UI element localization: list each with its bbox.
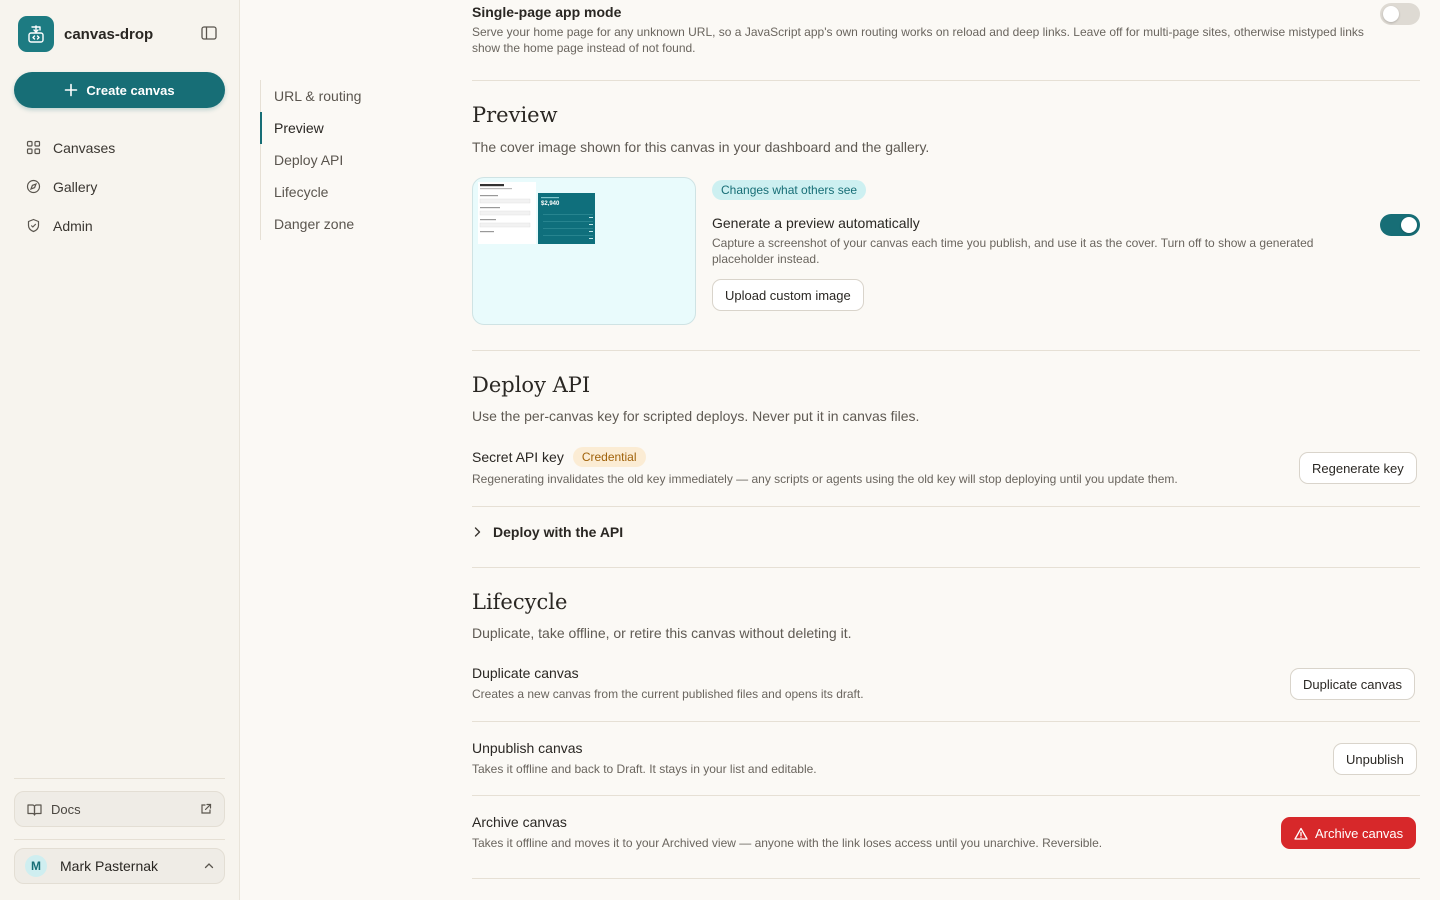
changes-badge: Changes what others see [712, 180, 866, 200]
sidebar-item-canvases[interactable] [14, 128, 225, 167]
lifecycle-heading: Lifecycle [472, 590, 568, 614]
divider [472, 80, 1420, 81]
preview-thumbnail [472, 177, 696, 325]
unpublish-button[interactable]: Unpublish [1333, 743, 1417, 775]
external-link-icon [200, 803, 212, 815]
sidebar-nav [14, 128, 225, 245]
auto-preview-title: Generate a preview automatically [712, 215, 920, 231]
api-key-title: Secret API key [472, 449, 564, 465]
create-canvas-button[interactable] [14, 72, 225, 108]
warning-icon [1294, 827, 1308, 840]
sidebar-item-gallery[interactable] [14, 167, 225, 206]
deploy-with-api-label: Deploy with the API [493, 524, 624, 540]
chevron-up-icon [204, 862, 214, 869]
toggle-knob [1383, 6, 1399, 22]
divider [472, 350, 1420, 351]
unpublish-canvas-title: Unpublish canvas [472, 740, 583, 756]
regenerate-key-button[interactable]: Regenerate key [1299, 452, 1417, 484]
sidebar-item-label: Admin [53, 217, 93, 234]
docs-link[interactable] [14, 791, 225, 827]
duplicate-canvas-button[interactable]: Duplicate canvas [1290, 668, 1415, 700]
divider [472, 878, 1420, 879]
section-nav-lifecycle[interactable]: Lifecycle [274, 184, 329, 200]
toggle-knob [1401, 217, 1417, 233]
user-name: Mark Pasternak [60, 858, 159, 874]
sidebar-item-label: Canvases [53, 139, 116, 156]
app-name: canvas-drop [64, 25, 154, 43]
auto-preview-toggle[interactable] [1380, 214, 1420, 236]
book-icon [27, 803, 42, 816]
preview-heading: Preview [472, 103, 558, 127]
archive-canvas-button[interactable] [1281, 817, 1416, 849]
spa-mode-title: Single-page app mode [472, 4, 622, 20]
compass-icon [26, 179, 41, 194]
sidebar-divider [14, 839, 225, 840]
duplicate-canvas-title: Duplicate canvas [472, 665, 579, 681]
divider [472, 506, 1420, 507]
sidebar-item-admin[interactable] [14, 206, 225, 245]
deploy-with-api-toggle[interactable] [472, 524, 623, 540]
credential-badge: Credential [573, 447, 646, 467]
api-key-header [472, 447, 646, 467]
brand[interactable] [18, 16, 153, 52]
archive-canvas-description: Takes it offline and moves it to your Archived view — anyone with the link loses access until you unarchive. Reversible. [472, 836, 1103, 850]
section-nav [260, 80, 420, 240]
chevron-right-icon [472, 526, 482, 538]
unpublish-canvas-description: Takes it offline and back to Draft. It stays in your list and editable. [472, 762, 817, 776]
archive-canvas-label: Archive canvas [1315, 825, 1404, 841]
deploy-api-subtitle: Use the per-canvas key for scripted deploys. Never put it in canvas files. [472, 408, 920, 424]
spa-mode-description: Serve your home page for any unknown URL, so a JavaScript app's own routing works on reload and deep links. Leave off for multi-page sites, otherwise mistyped links show the home page instead of not found. [472, 25, 1364, 55]
shield-icon [26, 218, 41, 233]
sidebar-divider [14, 778, 225, 779]
preview-thumbnail-value: $2,940 [541, 201, 560, 207]
sidebar-toggle-icon[interactable] [200, 25, 218, 41]
sidebar-item-label: Gallery [53, 178, 98, 195]
create-canvas-label: Create canvas [86, 82, 175, 98]
user-menu-button[interactable] [14, 848, 225, 884]
auto-preview-description: Capture a screenshot of your canvas each time you publish, and use it as the cover. Turn off to show a generated placeholder instead. [712, 236, 1314, 266]
lifecycle-subtitle: Duplicate, take offline, or retire this canvas without deleting it. [472, 625, 852, 641]
plus-icon [64, 83, 78, 97]
deploy-api-heading: Deploy API [472, 373, 591, 397]
grid-icon [26, 140, 41, 155]
archive-canvas-title: Archive canvas [472, 814, 567, 830]
section-nav-danger-zone[interactable]: Danger zone [274, 216, 355, 232]
spa-mode-toggle[interactable] [1380, 3, 1420, 25]
divider [472, 795, 1420, 796]
preview-subtitle: The cover image shown for this canvas in your dashboard and the gallery. [472, 139, 930, 155]
divider [472, 721, 1420, 722]
avatar: M [25, 855, 47, 877]
preview-screenshot-icon [473, 178, 696, 325]
duplicate-canvas-description: Creates a new canvas from the current published files and opens its draft. [472, 687, 864, 701]
section-nav-url-routing[interactable]: URL & routing [274, 88, 362, 104]
section-nav-deploy-api[interactable]: Deploy API [274, 152, 344, 168]
upload-custom-image-button[interactable]: Upload custom image [712, 279, 864, 311]
sidebar [0, 0, 240, 900]
docs-label: Docs [51, 801, 81, 817]
canvas-drop-logo-icon [18, 16, 54, 52]
api-key-description: Regenerating invalidates the old key immediately — any scripts or agents using the old key will stop deploying until you update them. [472, 472, 1178, 486]
section-nav-preview[interactable]: Preview [261, 112, 420, 144]
divider [472, 567, 1420, 568]
